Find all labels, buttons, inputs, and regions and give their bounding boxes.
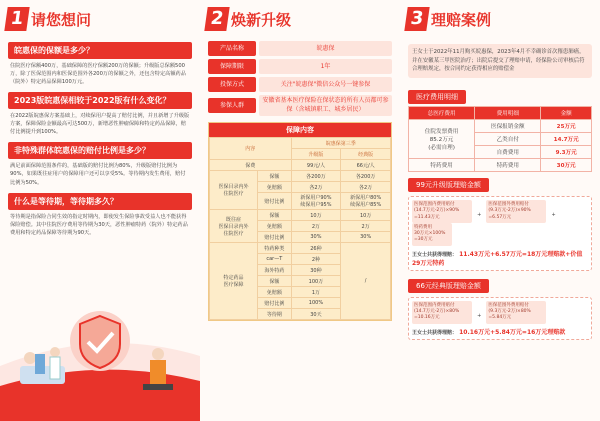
faq-answer: 满足前面保障范围条件的，基础版的赔付比例为80%，升级版赔付比例为90%，如果既往症用户的保障用户还可以享受5%。等待期内发生费用，赔付比例为50%。 bbox=[10, 163, 186, 186]
cell-group: 保费 bbox=[210, 160, 292, 171]
cell-item: 海外特药 bbox=[258, 265, 292, 276]
cell-upgrade: 99元/人 bbox=[291, 160, 341, 171]
cell-upgrade: 各200万 bbox=[291, 171, 341, 182]
section-number: 1 bbox=[4, 7, 29, 31]
claims-column bbox=[400, 0, 600, 421]
medical-table bbox=[408, 106, 592, 172]
coverage-col-content: 内容 bbox=[210, 138, 292, 160]
coverage-grid bbox=[209, 137, 391, 320]
cell-detail: 医保报销金额 bbox=[475, 119, 541, 132]
cell-upgrade: 100% bbox=[291, 298, 341, 309]
cell-upgrade: 2种 bbox=[291, 254, 341, 265]
faq-question: 2023版皖惠保相较于2022版有什么变化？ bbox=[8, 92, 192, 109]
faq-question: 什么是等待期，等待期多久？ bbox=[8, 193, 192, 210]
faq-header bbox=[0, 0, 200, 38]
section-title: 理赔案例 bbox=[431, 10, 492, 29]
claim-box: 医保范围外费用赔付 (9.3万元-2万)×80% =5.84万元 bbox=[486, 301, 546, 324]
cell-item: 特药种类 bbox=[258, 243, 292, 254]
faq-column bbox=[0, 0, 200, 421]
cell-amount: 30万元 bbox=[541, 158, 592, 171]
medical-detail-title: 医疗费用明细 bbox=[408, 90, 466, 104]
cell-item: 赔付比例 bbox=[258, 298, 292, 309]
classic-claim-flow bbox=[408, 297, 592, 340]
cell-upgrade: 30种 bbox=[291, 265, 341, 276]
table-row bbox=[210, 243, 391, 254]
cell-classic: / bbox=[341, 243, 391, 320]
cell-upgrade: 26种 bbox=[291, 243, 341, 254]
cell-detail: 特药费用 bbox=[475, 158, 541, 171]
cell-total: 住院发票费用 85.2万元 (必需自理) bbox=[409, 119, 475, 158]
cell-classic: 10万 bbox=[341, 210, 391, 221]
claim-box: 医保范围内费用赔付 (14.7万元-2万)×80% =10.16万元 bbox=[412, 301, 472, 324]
plus-icon: + bbox=[551, 211, 556, 218]
upgrade-column bbox=[200, 0, 400, 421]
claim-summary bbox=[412, 249, 588, 267]
faq-item bbox=[8, 92, 192, 138]
coverage-title: 保障内容 bbox=[209, 123, 391, 137]
cell-classic: 各2万 bbox=[341, 182, 391, 193]
cell-classic: 2万 bbox=[341, 221, 391, 232]
claim-box: 医保范围外费用赔付 (9.3万元-2万)×90% =6.57万元 bbox=[486, 200, 546, 223]
coverage-col-plan: 皖惠保第三季 bbox=[291, 138, 390, 149]
faq-item bbox=[8, 193, 192, 239]
col-detail: 费用明细 bbox=[475, 106, 541, 119]
claim-box: 特药费用 30万元×100% =30万元 bbox=[412, 223, 452, 246]
faq-answer: 等待期是指保险合同生效的指定时期内，即使发生保险事故受益人也不能获得保险赔偿。其中住院医疗费用等待期为30天，恶性肿瘤特药（院外）特定药品费用和特定药品保障等待期为90天。 bbox=[10, 213, 188, 236]
claim-summary-prefix: 王女士共获得理赔： bbox=[412, 329, 458, 336]
cell-item: 赔付比例 bbox=[258, 232, 292, 243]
cell-total: 特药费用 bbox=[409, 158, 475, 171]
section-title: 请您想问 bbox=[31, 10, 92, 29]
faq-question: 皖惠保的保额是多少？ bbox=[8, 42, 192, 59]
info-label: 产品名称 bbox=[208, 41, 256, 56]
cell-item: 保额 bbox=[258, 210, 292, 221]
info-value: 1年 bbox=[259, 59, 392, 74]
cell-classic: 66元/人 bbox=[341, 160, 391, 171]
care-illustration bbox=[0, 286, 200, 421]
cell-upgrade: 10万 bbox=[291, 210, 341, 221]
medical-table-wrap bbox=[408, 106, 592, 172]
cell-item: 免赔额 bbox=[258, 182, 292, 193]
cell-item: 免赔额 bbox=[258, 287, 292, 298]
info-row-period bbox=[208, 59, 392, 74]
section-number: 3 bbox=[404, 7, 429, 31]
table-row bbox=[409, 119, 592, 132]
section-number: 2 bbox=[204, 7, 229, 31]
faq-answer: 在2022版皖惠保方案基础上，对续保用户提高了赔付比例，并且新增了升级版方案，保障保险金额最高可达500万，新增恶性肿瘤保障和特定药品保障，赔付比例提升到100%。 bbox=[10, 113, 190, 136]
cell-upgrade: 各2万 bbox=[291, 182, 341, 193]
cell-upgrade: 1万 bbox=[291, 287, 341, 298]
claim-summary-value: 11.43万元+6.57万元=18万元理赔款+价值29万元特药 bbox=[412, 250, 583, 267]
info-value: 皖惠保 bbox=[259, 41, 392, 56]
coverage-col-upgrade: 升级版 bbox=[291, 149, 341, 160]
cell-upgrade: 30% bbox=[291, 232, 341, 243]
upgrade-claim-title: 99元升级版理赔金额 bbox=[408, 178, 489, 192]
cell-classic: 30% bbox=[341, 232, 391, 243]
table-row bbox=[210, 210, 391, 221]
faq-item bbox=[8, 42, 192, 88]
info-label: 参保人群 bbox=[208, 98, 256, 113]
col-amount: 金额 bbox=[541, 106, 592, 119]
info-value: 关注"皖惠保"微信公众号一键参保 bbox=[259, 77, 392, 92]
faq-answer: 住院医疗保额400万，基础保障的医疗保额200万的保额；升级版总保额500万，除了医保范围内和医保范围外各200万的保额之外，还包含特定高额药品（院外）特定药品保障100万元。 bbox=[10, 63, 186, 86]
info-row-product bbox=[208, 41, 392, 56]
claim-summary bbox=[412, 327, 588, 336]
cell-upgrade: 100万 bbox=[291, 276, 341, 287]
claim-summary-prefix: 王女士共获得理赔： bbox=[412, 251, 458, 258]
cell-item: 等待期 bbox=[258, 309, 292, 320]
claim-box: 医保范围内费用赔付 (14.7万元-2万)×90% =11.43万元 bbox=[412, 200, 472, 223]
plus-icon: + bbox=[477, 312, 482, 319]
cell-item: 保额 bbox=[258, 171, 292, 182]
claims-header bbox=[400, 0, 600, 38]
cell-upgrade: 2万 bbox=[291, 221, 341, 232]
cell-upgrade: 新保用户90% 续保用户95% bbox=[291, 193, 341, 210]
info-label: 投保方式 bbox=[208, 77, 256, 92]
info-label: 保障期限 bbox=[208, 59, 256, 74]
info-row-people bbox=[208, 95, 392, 116]
cell-item: car—T bbox=[258, 254, 292, 265]
cell-group: 既往症 医保目录内外 住院医疗 bbox=[210, 210, 258, 243]
cell-amount: 25万元 bbox=[541, 119, 592, 132]
info-row-method bbox=[208, 77, 392, 92]
cell-group: 医保目录内外 住院医疗 bbox=[210, 171, 258, 210]
table-row bbox=[210, 160, 391, 171]
cell-classic: 新保用户80% 续保用户85% bbox=[341, 193, 391, 210]
classic-claim-title: 66元经典版理赔金额 bbox=[408, 279, 489, 293]
cell-item: 免赔额 bbox=[258, 221, 292, 232]
case-description: 王女士于2022年11月购买皖惠保，2023年4月不幸确诊首次罹患肺癌，并在安徽某三甲医院治疗；出院后提交了理赔申请，经保险公司审核后符合理赔规定，按合同约定获得相应的赔偿金 bbox=[408, 44, 592, 78]
cell-amount: 9.3万元 bbox=[541, 145, 592, 158]
cell-detail: 自费费用 bbox=[475, 145, 541, 158]
plus-icon: + bbox=[477, 211, 482, 218]
cell-classic: 各200万 bbox=[341, 171, 391, 182]
cell-item: 赔付比例 bbox=[258, 193, 292, 210]
col-total: 总医疗费用 bbox=[409, 106, 475, 119]
cell-item: 保额 bbox=[258, 276, 292, 287]
info-value: 安徽省基本医疗保险在保状态的所有人员都可参保（含城镇职工、城乡居民） bbox=[259, 95, 392, 116]
faq-item bbox=[8, 142, 192, 188]
coverage-col-classic: 经典版 bbox=[341, 149, 391, 160]
cell-group: 特定药品 医疗保障 bbox=[210, 243, 258, 320]
table-row bbox=[409, 158, 592, 171]
table-row bbox=[210, 171, 391, 182]
cell-amount: 14.7万元 bbox=[541, 132, 592, 145]
section-title: 焕新升级 bbox=[231, 10, 292, 29]
upgrade-header bbox=[200, 0, 400, 38]
cell-detail: 乙类自付 bbox=[475, 132, 541, 145]
faq-question: 非特殊群体皖惠保的赔付比例是多少？ bbox=[8, 142, 192, 159]
claim-summary-value: 10.16万元+5.84万元=16万元理赔款 bbox=[459, 328, 566, 336]
cell-upgrade: 30天 bbox=[291, 309, 341, 320]
upgrade-claim-flow bbox=[408, 196, 592, 271]
coverage-table bbox=[208, 122, 392, 321]
